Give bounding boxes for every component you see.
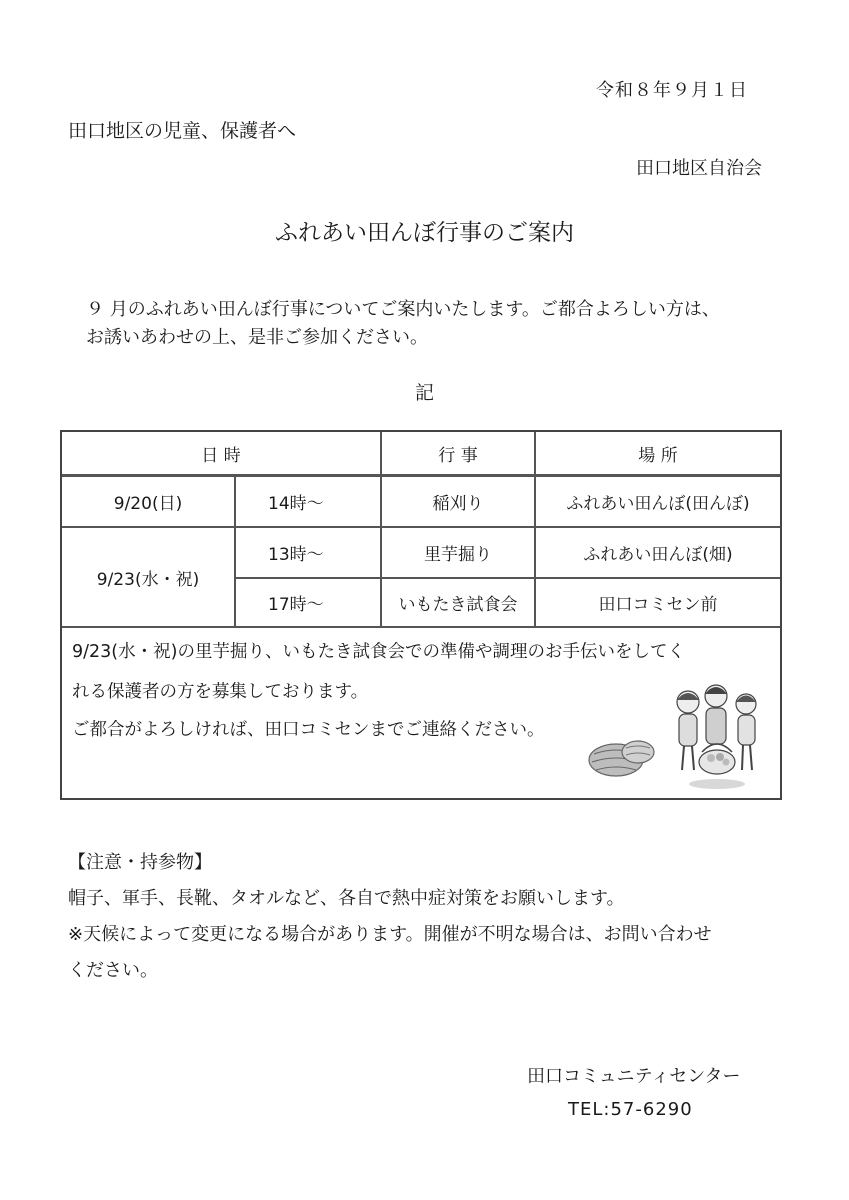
ki-heading: 記 — [414, 382, 434, 404]
header-event: 行 事 — [438, 445, 478, 466]
recipient: 田口地区の児童、保護者へ — [68, 120, 297, 142]
notes-heading: 【注意・持参物】 — [68, 852, 212, 873]
notes-line-2: ※天候によって変更になる場合があります。開催が不明な場合は、お問い合わせ — [68, 924, 712, 945]
child-left-icon — [677, 691, 699, 770]
sender: 田口地区自治会 — [636, 158, 762, 179]
row1-date: 9/20(日) — [113, 494, 183, 514]
schedule-table — [60, 430, 782, 800]
child-right-icon — [736, 694, 756, 770]
row3-event: いもたき試食会 — [398, 595, 518, 615]
harvest-illustration — [586, 680, 776, 792]
document-title: ふれあい田んぼ行事のご案内 — [275, 220, 574, 246]
intro-paragraph — [86, 296, 720, 352]
header-place: 場 所 — [638, 445, 678, 466]
row3-time: 17時～ — [268, 595, 324, 615]
header-datetime: 日 時 — [201, 445, 241, 466]
intro-line-1: ９ 月のふれあい田んぼ行事についてご案内いたします。ご都合よろしい方は、 — [86, 299, 720, 320]
row1-time: 14時～ — [268, 494, 324, 514]
adult-icon — [705, 685, 727, 744]
row1-event: 稲刈り — [432, 494, 484, 514]
center-tel: TEL:57-6290 — [568, 1099, 693, 1120]
center-name: 田口コミュニティセンター — [527, 1066, 741, 1087]
row1-place: ふれあい田んぼ(田んぼ) — [566, 494, 750, 514]
intro-line-2: お誘いあわせの上、是非ご参加ください。 — [86, 327, 428, 348]
row2-date: 9/23(水・祝) — [96, 569, 200, 590]
row2-event: 里芋掘り — [424, 545, 492, 565]
notes-line-1: 帽子、軍手、長靴、タオルなど、各自で熱中症対策をお願いします。 — [68, 888, 625, 909]
notes-section — [68, 845, 712, 989]
row2-place: ふれあい田んぼ(畑) — [583, 545, 733, 565]
notes-line-3: ください。 — [68, 960, 158, 981]
row2-time: 13時～ — [268, 545, 324, 565]
taro-icon — [589, 741, 654, 776]
note-line-2: れる保護者の方を募集しております。 — [72, 682, 369, 702]
row3-place: 田口コミセン前 — [598, 595, 718, 615]
note-line-3: ご都合がよろしければ、田口コミセンまでご連絡ください。 — [72, 720, 545, 740]
basket-icon — [689, 744, 745, 789]
document-date: 令和８年９月１日 — [596, 80, 748, 101]
note-line-1: 9/23(水・祝)の里芋掘り、いもたき試食会での準備や調理のお手伝いをしてく — [72, 642, 685, 662]
